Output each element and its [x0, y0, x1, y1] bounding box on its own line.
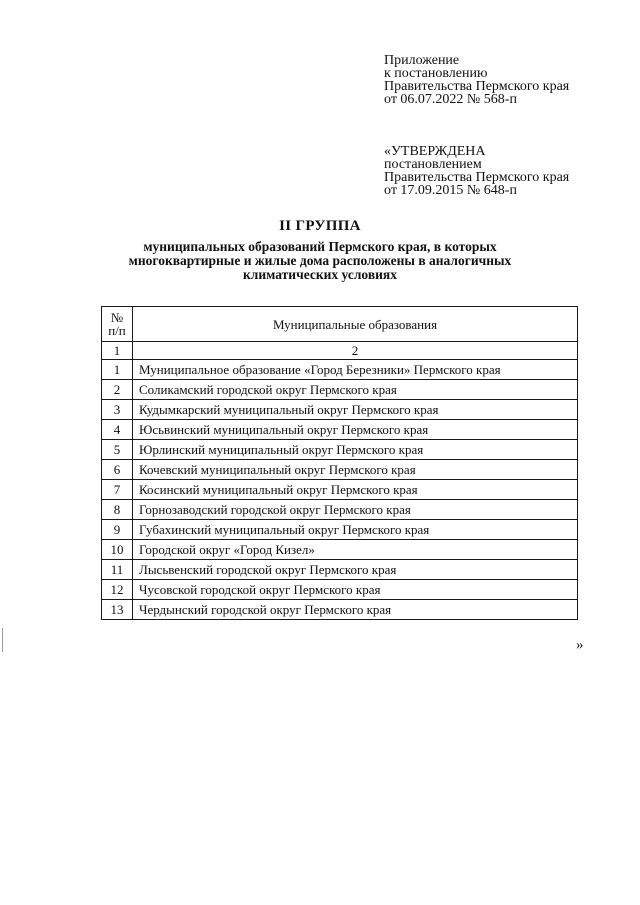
row-name-cell: Кудымкарский муниципальный округ Пермского края: [133, 400, 578, 420]
row-name-cell: Соликамский городской округ Пермского края: [133, 380, 578, 400]
row-name-cell: Юрлинский муниципальный округ Пермского края: [133, 440, 578, 460]
row-number-cell: 10: [102, 540, 133, 560]
header-name-cell: Муниципальные образования: [133, 307, 578, 342]
row-name-cell: Кочевский муниципальный округ Пермского края: [133, 460, 578, 480]
appendix-line: к постановлению: [384, 66, 488, 81]
table-body: [102, 360, 578, 620]
table-row: [102, 580, 578, 600]
approved-line: Правительства Пермского края: [384, 170, 570, 185]
table-row: [102, 520, 578, 540]
index-name-cell: 2: [133, 342, 578, 360]
table-row: [102, 380, 578, 400]
table-row: [102, 400, 578, 420]
table-row: [102, 560, 578, 580]
row-number-cell: 8: [102, 500, 133, 520]
table-row: [102, 540, 578, 560]
table-row: [102, 440, 578, 460]
table-row: [102, 480, 578, 500]
row-name-cell: Чусовской городской округ Пермского края: [133, 580, 578, 600]
row-number-cell: 11: [102, 560, 133, 580]
approved-line: от 17.09.2015 № 648-п: [384, 183, 517, 198]
appendix-block: [384, 54, 569, 106]
index-number-cell: 1: [102, 342, 133, 360]
row-number-cell: 5: [102, 440, 133, 460]
row-number-cell: 2: [102, 380, 133, 400]
table-row: [102, 500, 578, 520]
table-row: [102, 360, 578, 380]
page-edge-mark: [2, 628, 3, 652]
row-number-cell: 1: [102, 360, 133, 380]
municipalities-table: [101, 306, 578, 620]
group-subtitle-line: климатических условиях: [243, 267, 397, 282]
row-name-cell: Чердынский городской округ Пермского края: [133, 600, 578, 620]
header-number-line: п/п: [108, 323, 126, 338]
appendix-line: Правительства Пермского края: [384, 79, 570, 94]
approved-line: «УТВЕРЖДЕНА: [384, 144, 486, 159]
group-subtitle-line: многоквартирные и жилые дома расположены в аналогичных: [128, 253, 512, 268]
closing-quote: »: [576, 637, 584, 653]
table-row: [102, 460, 578, 480]
group-subtitle: [110, 240, 530, 282]
appendix-line: Приложение: [384, 53, 460, 68]
row-name-cell: Лысьвенский городской округ Пермского края: [133, 560, 578, 580]
approved-line: постановлением: [384, 157, 482, 172]
row-number-cell: 6: [102, 460, 133, 480]
row-number-cell: 4: [102, 420, 133, 440]
row-name-cell: Горнозаводский городской округ Пермского края: [133, 500, 578, 520]
row-name-cell: Губахинский муниципальный округ Пермского края: [133, 520, 578, 540]
row-name-cell: Городской округ «Город Кизел»: [133, 540, 578, 560]
row-name-cell: Юсьвинский муниципальный округ Пермского края: [133, 420, 578, 440]
row-number-cell: 13: [102, 600, 133, 620]
table-row: [102, 600, 578, 620]
row-number-cell: 9: [102, 520, 133, 540]
appendix-line: от 06.07.2022 № 568-п: [384, 92, 517, 107]
table-row: [102, 420, 578, 440]
row-number-cell: 12: [102, 580, 133, 600]
header-number-cell: [102, 307, 133, 342]
row-number-cell: 7: [102, 480, 133, 500]
approved-block: [384, 145, 569, 197]
header-number-line: №: [110, 310, 124, 325]
table-index-row: [102, 342, 578, 360]
row-number-cell: 3: [102, 400, 133, 420]
row-name-cell: Косинский муниципальный округ Пермского края: [133, 480, 578, 500]
row-name-cell: Муниципальное образование «Город Березники» Пермского края: [133, 360, 578, 380]
group-title: II ГРУППА: [279, 218, 361, 234]
group-subtitle-line: муниципальных образований Пермского края, в которых: [143, 239, 497, 254]
table-header-row: [102, 307, 578, 342]
